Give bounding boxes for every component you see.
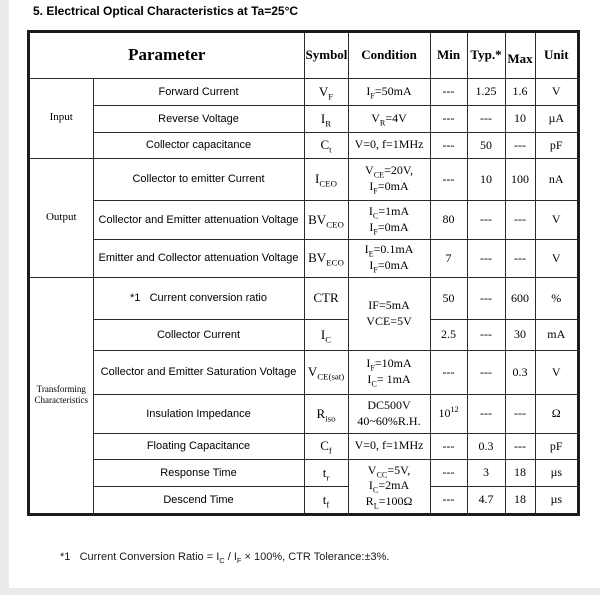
symbol-cell: CTR (304, 277, 348, 319)
symbol-cell: $I_{CEO}$ (304, 158, 348, 200)
param-cell: Response Time (93, 459, 304, 486)
param-cell: Reverse Voltage (93, 105, 304, 132)
param-cell: Collector and Emitter Saturation Voltage (93, 350, 304, 394)
param-cell: Forward Current (93, 78, 304, 105)
symbol-cell: $t_r$ (304, 459, 348, 486)
symbol-cell: $BV_{ECO}$ (304, 239, 348, 277)
table-row (29, 239, 578, 277)
param-cell: Emitter and Collector attenuation Voltage (93, 239, 304, 277)
max-cell: 10 (505, 105, 535, 132)
max-cell: --- (505, 433, 535, 459)
unit-cell: pF (535, 132, 578, 158)
condition-cell: $I_F=50mA$ (348, 78, 430, 105)
max-cell: --- (505, 239, 535, 277)
header-min: Min (430, 32, 467, 78)
symbol-cell: $V_{CE(sat)}$ (304, 350, 348, 394)
min-cell: 2.5 (430, 319, 467, 350)
header-symbol: Symbol (304, 32, 348, 78)
symbol-cell: $I_C$ (304, 319, 348, 350)
condition-cell-merged: IF=5mA VCE=5V (348, 277, 430, 350)
typ-cell: --- (467, 105, 505, 132)
typ-cell: --- (467, 394, 505, 433)
min-cell: --- (430, 486, 467, 514)
condition-cell-merged: $V_{CC}=5V$, $I_C=2mA$ $R_L=100\Omega$ (348, 459, 430, 514)
typ-cell: 4.7 (467, 486, 505, 514)
group-output: Output (29, 158, 93, 277)
header-row (29, 32, 578, 78)
min-cell: --- (430, 433, 467, 459)
param-cell: Descend Time (93, 486, 304, 514)
max-cell: 30 (505, 319, 535, 350)
section-title: 5. Electrical Optical Characteristics at Ta=25°C (33, 4, 299, 18)
symbol-cell: $t_f$ (304, 486, 348, 514)
table-row (29, 78, 578, 105)
unit-cell: V (535, 200, 578, 239)
table-row (29, 319, 578, 350)
min-cell: 7 (430, 239, 467, 277)
symbol-cell: $I_R$ (304, 105, 348, 132)
min-cell: --- (430, 132, 467, 158)
unit-cell: mA (535, 319, 578, 350)
header-typ: Typ.* (467, 32, 505, 78)
typ-cell: 3 (467, 459, 505, 486)
max-cell: 1.6 (505, 78, 535, 105)
condition-cell: $I_F=10mA$ $I_C= 1mA$ (348, 350, 430, 394)
typ-cell: 50 (467, 132, 505, 158)
param-cell: Collector Current (93, 319, 304, 350)
min-cell: $10^{12}$ (430, 394, 467, 433)
header-max: Max (505, 32, 535, 78)
param-cell: Floating Capacitance (93, 433, 304, 459)
param-cell: Collector to emitter Current (93, 158, 304, 200)
unit-cell: pF (535, 433, 578, 459)
condition-cell: $V_R=4V$ (348, 105, 430, 132)
max-cell: 100 (505, 158, 535, 200)
param-cell: Collector capacitance (93, 132, 304, 158)
symbol-cell: $V_F$ (304, 78, 348, 105)
min-cell: --- (430, 459, 467, 486)
min-cell: --- (430, 350, 467, 394)
min-cell: 80 (430, 200, 467, 239)
group-transforming-characteristics: Transforming Characteristics (29, 277, 93, 514)
min-cell: --- (430, 105, 467, 132)
unit-cell: V (535, 78, 578, 105)
typ-cell: 10 (467, 158, 505, 200)
typ-cell: 0.3 (467, 433, 505, 459)
table-row (29, 158, 578, 200)
max-cell: --- (505, 132, 535, 158)
condition-cell: DC500V 40~60%R.H. (348, 394, 430, 433)
param-cell: *1 Current conversion ratio (93, 277, 304, 319)
page-edge-bottom (0, 588, 600, 595)
max-cell: --- (505, 394, 535, 433)
characteristics-table (28, 31, 579, 515)
unit-cell: V (535, 239, 578, 277)
unit-cell: µs (535, 486, 578, 514)
table-row (29, 132, 578, 158)
typ-cell: --- (467, 239, 505, 277)
typ-cell: --- (467, 277, 505, 319)
symbol-cell: $BV_{CEO}$ (304, 200, 348, 239)
min-cell: --- (430, 78, 467, 105)
condition-cell: $I_E=0.1mA$ $I_F=0mA$ (348, 239, 430, 277)
max-cell: 600 (505, 277, 535, 319)
header-parameter: Parameter (29, 32, 304, 78)
max-cell: --- (505, 200, 535, 239)
condition-cell: $V_{CE}=20V$, $I_F=0mA$ (348, 158, 430, 200)
table-row (29, 459, 578, 486)
header-unit: Unit (535, 32, 578, 78)
unit-cell: V (535, 350, 578, 394)
symbol-cell: $R_{iso}$ (304, 394, 348, 433)
table-row (29, 394, 578, 433)
table-row (29, 200, 578, 239)
table-row (29, 433, 578, 459)
min-cell: --- (430, 158, 467, 200)
max-cell: 0.3 (505, 350, 535, 394)
unit-cell: µs (535, 459, 578, 486)
unit-cell: µA (535, 105, 578, 132)
condition-cell: $I_C=1mA$ $I_F=0mA$ (348, 200, 430, 239)
table-row (29, 105, 578, 132)
header-condition: Condition (348, 32, 430, 78)
table-row (29, 277, 578, 319)
param-cell: Insulation Impedance (93, 394, 304, 433)
unit-cell: Ω (535, 394, 578, 433)
condition-cell: V=0, f=1MHz (348, 132, 430, 158)
ctr-footnote: *1 Current Conversion Ratio = $I_C / I_F \times 100\%$, CTR Tolerance:±3%. (60, 551, 390, 566)
unit-cell: % (535, 277, 578, 319)
typ-cell: --- (467, 350, 505, 394)
typ-cell: 1.25 (467, 78, 505, 105)
condition-cell: V=0, f=1MHz (348, 433, 430, 459)
page-edge-left (0, 0, 9, 595)
param-cell: Collector and Emitter attenuation Voltage (93, 200, 304, 239)
typ-cell: --- (467, 200, 505, 239)
max-cell: 18 (505, 486, 535, 514)
min-cell: 50 (430, 277, 467, 319)
symbol-cell: $C_f$ (304, 433, 348, 459)
symbol-cell: $C_t$ (304, 132, 348, 158)
group-input: Input (29, 78, 93, 158)
unit-cell: nA (535, 158, 578, 200)
table-row (29, 486, 578, 514)
table-row (29, 350, 578, 394)
typ-cell: --- (467, 319, 505, 350)
max-cell: 18 (505, 459, 535, 486)
